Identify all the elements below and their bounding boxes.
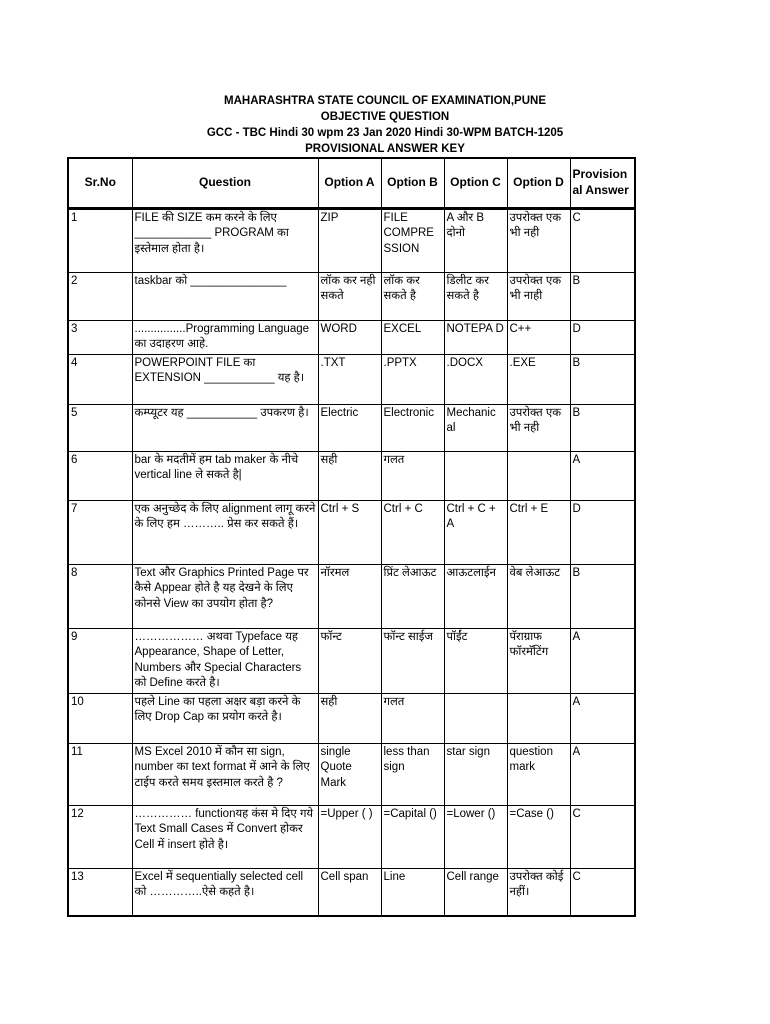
council-title: MAHARASHTRA STATE COUNCIL OF EXAMINATION,PUNE (224, 95, 546, 107)
cell-srno: 1 (68, 208, 132, 272)
cell-option-a: Cell span (318, 868, 381, 916)
cell-option-d: उपरोक्त कोई नहीं। (507, 868, 570, 916)
cell-srno: 13 (68, 868, 132, 916)
cell-option-a: सही (318, 693, 381, 743)
cell-option-d: C++ (507, 320, 570, 354)
cell-answer: A (570, 451, 635, 500)
cell-option-b: प्रिंट लेआऊट (381, 564, 444, 628)
cell-option-b: Electronic (381, 404, 444, 451)
cell-question: MS Excel 2010 में कौन सा sign, number का text format में आने के लिए टाईप करते समय इस्तमाल करते है ? (132, 743, 318, 805)
cell-question: एक अनुच्छेद के लिए alignment लागू करने के लिए हम ……….. प्रेस कर सकते हैं। (132, 500, 318, 564)
cell-option-b: लॉक कर सकते है (381, 272, 444, 320)
cell-answer: C (570, 805, 635, 868)
cell-option-c: Mechanic al (444, 404, 507, 451)
cell-srno: 4 (68, 354, 132, 404)
answer-key-table (67, 157, 636, 917)
cell-option-c: NOTEPA D (444, 320, 507, 354)
table-row (68, 868, 635, 916)
cell-srno: 3 (68, 320, 132, 354)
cell-answer: C (570, 868, 635, 916)
cell-answer: A (570, 693, 635, 743)
table-row (68, 564, 635, 628)
cell-option-b: =Capital () (381, 805, 444, 868)
cell-option-d: उपरोक्त एक भी नाही (507, 272, 570, 320)
cell-option-c: पॉईंट (444, 628, 507, 693)
cell-srno: 8 (68, 564, 132, 628)
cell-question: Text और Graphics Printed Page पर कैसे Appear होते है यह देखने के लिए कोनसे View का उपयोग होता है? (132, 564, 318, 628)
paper-type: OBJECTIVE QUESTION (320, 111, 450, 123)
cell-option-d (507, 693, 570, 743)
answer-key-title: PROVISIONAL ANSWER KEY (305, 143, 465, 155)
table-row (68, 208, 635, 272)
cell-answer: C (570, 208, 635, 272)
cell-srno: 5 (68, 404, 132, 451)
table-row (68, 805, 635, 868)
cell-question: Excel में sequentially selected cell को …………..ऐसे कहते है। (132, 868, 318, 916)
cell-srno: 7 (68, 500, 132, 564)
table-row (68, 354, 635, 404)
cell-srno: 6 (68, 451, 132, 500)
cell-option-b: FILE COMPRE SSION (381, 208, 444, 272)
cell-option-a: सही (318, 451, 381, 500)
cell-srno: 9 (68, 628, 132, 693)
col-header-question: Question (132, 158, 318, 208)
cell-option-a: ZIP (318, 208, 381, 272)
cell-option-b: Line (381, 868, 444, 916)
cell-question: POWERPOINT FILE का EXTENSION ___________ यह है। (132, 354, 318, 404)
cell-answer: D (570, 500, 635, 564)
cell-option-c (444, 693, 507, 743)
cell-srno: 10 (68, 693, 132, 743)
cell-option-a: single Quote Mark (318, 743, 381, 805)
exam-details: GCC - TBC Hindi 30 wpm 23 Jan 2020 Hindi 30-WPM BATCH-1205 (206, 127, 564, 139)
answer-rows (68, 208, 635, 916)
cell-option-c: .DOCX (444, 354, 507, 404)
table-header-row (68, 158, 635, 208)
cell-answer: A (570, 628, 635, 693)
col-header-answer: Provisional Answer (570, 158, 635, 208)
cell-option-b: गलत (381, 693, 444, 743)
cell-question: FILE की SIZE कम करने के लिए ____________ PROGRAM का इस्तेमाल होता है। (132, 208, 318, 272)
cell-question: कम्प्यूटर यह ___________ उपकरण है। (132, 404, 318, 451)
cell-option-c: Cell range (444, 868, 507, 916)
cell-srno: 12 (68, 805, 132, 868)
cell-answer: B (570, 404, 635, 451)
cell-option-d: उपरोक्त एक भी नही (507, 208, 570, 272)
cell-option-b: EXCEL (381, 320, 444, 354)
cell-answer: B (570, 272, 635, 320)
cell-option-a: लॉक कर नही सकते (318, 272, 381, 320)
cell-question: …………… functionयह कंस मे दिए गये Text Small Cases में Convert होकर Cell में insert होते है। (132, 805, 318, 868)
cell-option-b: .PPTX (381, 354, 444, 404)
cell-srno: 2 (68, 272, 132, 320)
cell-answer: A (570, 743, 635, 805)
cell-option-c: आऊटलाईन (444, 564, 507, 628)
cell-question: bar के मदतीमें हम tab maker के नीचे vertical line ले सकते है| (132, 451, 318, 500)
cell-option-c (444, 451, 507, 500)
table-row (68, 693, 635, 743)
cell-option-d: .EXE (507, 354, 570, 404)
cell-option-c: =Lower () (444, 805, 507, 868)
table-row (68, 743, 635, 805)
col-header-option-c: Option C (444, 158, 507, 208)
cell-option-a: WORD (318, 320, 381, 354)
table-row (68, 500, 635, 564)
cell-option-d: Ctrl + E (507, 500, 570, 564)
cell-option-a: नॉरमल (318, 564, 381, 628)
col-header-option-a: Option A (318, 158, 381, 208)
table-row (68, 320, 635, 354)
cell-question: taskbar को _______________ (132, 272, 318, 320)
cell-option-d (507, 451, 570, 500)
table-row (68, 404, 635, 451)
cell-option-c: Ctrl + C + A (444, 500, 507, 564)
cell-option-c: A और B दोनो (444, 208, 507, 272)
table-row (68, 272, 635, 320)
cell-option-b: फॉन्ट साईज (381, 628, 444, 693)
cell-option-b: Ctrl + C (381, 500, 444, 564)
cell-option-a: फॉन्ट (318, 628, 381, 693)
col-header-option-d: Option D (507, 158, 570, 208)
cell-option-d: पॅराग्राफ फॉरमॅटिंग (507, 628, 570, 693)
cell-answer: B (570, 354, 635, 404)
table-row (68, 451, 635, 500)
cell-option-b: गलत (381, 451, 444, 500)
cell-option-d: उपरोक्त एक भी नही (507, 404, 570, 451)
cell-answer: B (570, 564, 635, 628)
cell-question: ................Programming Language का उदाहरण आहे. (132, 320, 318, 354)
document-header (0, 93, 770, 157)
cell-option-a: Ctrl + S (318, 500, 381, 564)
cell-option-a: Electric (318, 404, 381, 451)
col-header-option-b: Option B (381, 158, 444, 208)
cell-question: ……………… अथवा Typeface यह Appearance, Shape of Letter, Numbers और Special Characters को Define करते है। (132, 628, 318, 693)
cell-option-a: =Upper ( ) (318, 805, 381, 868)
cell-option-d: question mark (507, 743, 570, 805)
cell-option-d: =Case () (507, 805, 570, 868)
table-row (68, 628, 635, 693)
cell-option-b: less than sign (381, 743, 444, 805)
cell-srno: 11 (68, 743, 132, 805)
cell-option-a: .TXT (318, 354, 381, 404)
cell-answer: D (570, 320, 635, 354)
cell-question: पहले Line का पहला अक्षर बड़ा करने के लिए Drop Cap का प्रयोग करते है। (132, 693, 318, 743)
cell-option-c: star sign (444, 743, 507, 805)
cell-option-d: वेब लेआऊट (507, 564, 570, 628)
cell-option-c: डिलीट कर सकते है (444, 272, 507, 320)
col-header-srno: Sr.No (68, 158, 132, 208)
